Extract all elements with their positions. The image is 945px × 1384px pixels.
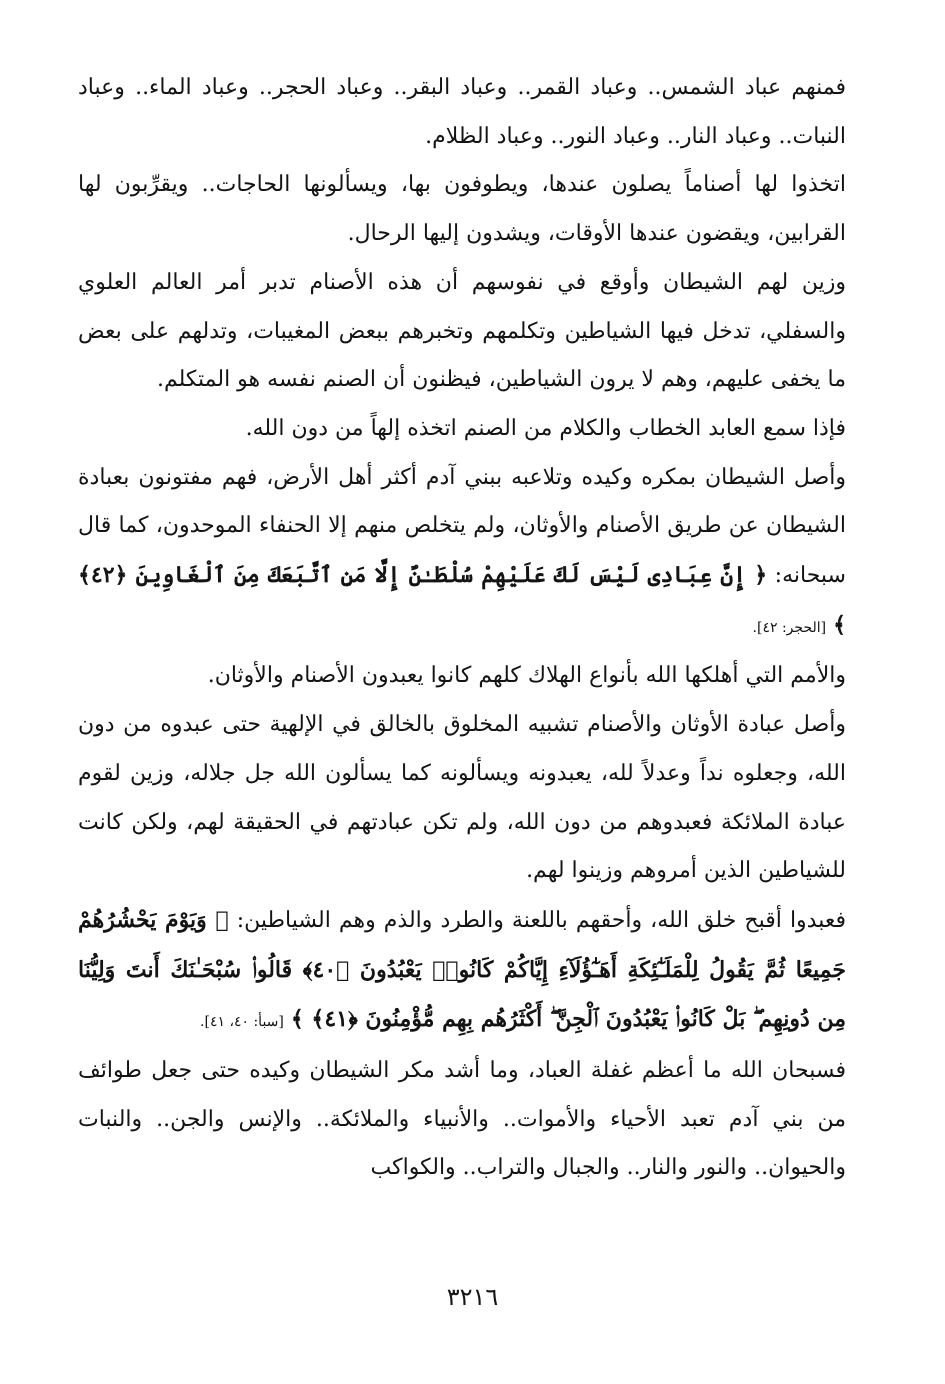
text-run: والأمم التي أهلكها الله بأنواع الهلاك كلهم كانوا يعبدون الأصنام والأوثان. xyxy=(207,663,846,689)
text-run: فإذا سمع العابد الخطاب والكلام من الصنم اتخذه إلهاً من دون الله. xyxy=(245,415,846,441)
paragraph-8 xyxy=(78,896,846,1047)
paragraph-4 xyxy=(78,405,846,454)
paragraph-3 xyxy=(78,259,846,405)
text-run: وأصل عبادة الأوثان والأصنام تشبيه المخلوق بالخالق في الإلهية حتى عبدوه من دون الله، وجعلوه نداً وعدلاً لله، يعبدونه ويسألونه كما يسألون الله جل جلاله، وزين لقوم عبادة الملائكة فعبدوهم من دون الله، ولم تكن عبادتهم في الحقيقة لهم، ولكن كانت للشياطين الذين أمروهم وزينوا لهم. xyxy=(78,712,846,884)
page-body xyxy=(78,64,846,1193)
text-run: وزين لهم الشيطان وأوقع في نفوسهم أن هذه الأصنام تدبر أمر العالم العلوي والسفلي، تدخل فيها الشياطين وتكلمهم وتخبرهم ببعض المغيبات، وتدلهم على بعض ما يخفى عليهم، وهم لا يرون الشياطين، فيظنون أن الصنم نفسه هو المتكلم. xyxy=(78,269,846,393)
text-run: فسبحان الله ما أعظم غفلة العباد، وما أشد مكر الشيطان وكيده حتى جعل طوائف من بني آدم تعبد الأحياء والأموات.. والأنبياء والملائكة.. والإنس والجن.. والنبات والحيوان.. والنور والنار.. والجبال والتراب.. والكواكب xyxy=(78,1058,846,1181)
text-run: وأصل الشيطان بمكره وكيده وتلاعبه ببني آدم أكثر أهل الأرض، فهم مفتونون بعبادة الشيطان عن طريق الأصنام والأوثان، ولم يتخلص منهم إلا الحنفاء الموحدون، كما قال سبحانه: xyxy=(78,464,846,589)
paragraph-6 xyxy=(78,652,846,701)
paragraph-5 xyxy=(78,454,846,653)
verse-citation: [الحجر: ٤٢]. xyxy=(752,619,827,636)
paragraph-2 xyxy=(78,161,846,258)
paragraph-7 xyxy=(78,701,846,896)
text-run: فعبدوا أقبح خلق الله، وأحقهم باللعنة والطرد والذم وهم الشياطين: xyxy=(228,907,846,933)
text-run xyxy=(284,1007,291,1032)
quran-verse: ﴿ إِنَّ عِبَادِى لَيْسَ لَكَ عَلَيْهِمْ سُلْطَـٰنٌ إِلَّا مَنِ ٱتَّبَعَكَ مِنَ ٱلْغَاوِينَ ﴿٤٢﴾ ﴾ xyxy=(78,562,846,638)
paragraph-1 xyxy=(78,64,846,161)
paragraph-9 xyxy=(78,1047,846,1193)
text-run: اتخذوا لها أصناماً يصلون عندها، ويطوفون بها، ويسألونها الحاجات.. ويقرِّبون لها القرابين، ويقضون عندها الأوقات، ويشدون إليها الرحال. xyxy=(78,172,846,247)
text-run: فمنهم عباد الشمس.. وعباد القمر.. وعباد البقر.. وعباد الحجر.. وعباد الماء.. وعباد النبات.. وعباد النار.. وعباد النور.. وعباد الظلام. xyxy=(78,75,846,149)
quran-verse: ﴿ وَيَوْمَ يَحْشُرُهُمْ جَمِيعًا ثُمَّ يَقُولُ لِلْمَلَـٰٓئِكَةِ أَهَـٰٓؤُلَآءِ إِيَّاكُمْ كَانُوا۟ يَعْبُدُونَ ﴿٤٠﴾ قَالُوا۟ سُبْحَـٰنَكَ أَنتَ وَلِيُّنَا مِن دُونِهِم ۖ بَلْ كَانُوا۟ يَعْبُدُونَ ٱلْجِنَّ ۖ أَكْثَرُهُم بِهِم مُّؤْمِنُونَ ﴿٤١﴾ ﴾ xyxy=(78,906,846,1033)
verse-citation: [سبأ: ٤٠، ٤١]. xyxy=(200,1014,284,1031)
page-number: ٣٢١٦ xyxy=(446,1283,499,1311)
